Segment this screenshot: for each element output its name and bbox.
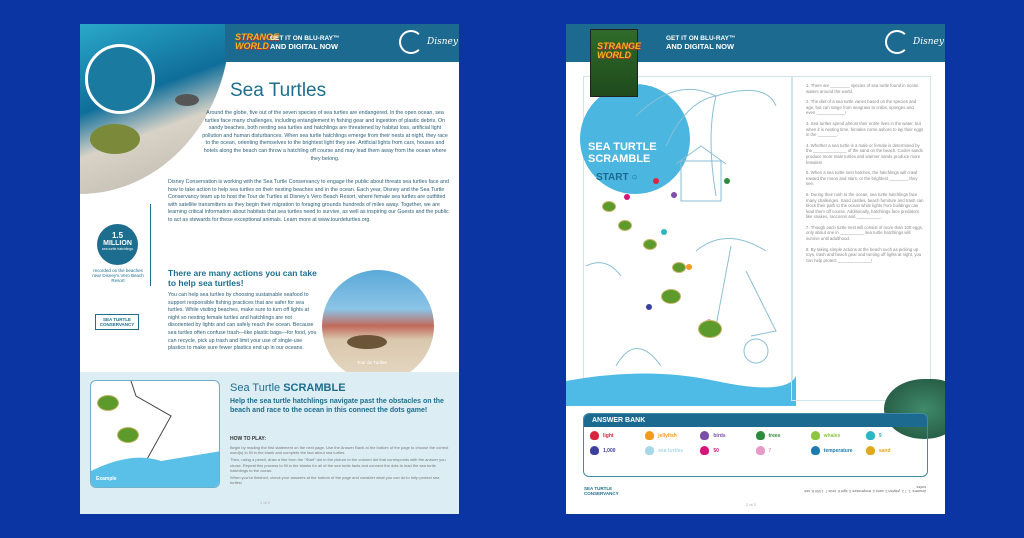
ocean-wave [566,374,796,407]
turtle-icon [590,431,599,440]
hatchling-icon [661,289,681,304]
answer-item [811,446,866,455]
fill-in-statements [791,76,931,401]
turtle-icon [645,446,654,455]
strange-world-logo: STRANGE WORLD [235,32,280,51]
answer-item [700,446,755,455]
answer-label: sea turtles [658,447,684,454]
statement: 7. Though each turtle nest will consist of more than 100 eggs, only about one in __________ sea turtle hatchlings will survive until adulthood. [806,224,923,242]
beach-illustration [566,76,796,406]
turtle-icon [811,431,820,440]
turtle-photo [85,44,155,114]
answer-label: 1,000 [603,447,616,454]
promo-text: GET IT ON BLU-RAY™ AND DIGITAL NOW [270,35,340,51]
page-number: 1 of 2 [260,500,271,505]
answer-dot-red[interactable] [653,178,659,184]
strange-world-bluray-cover: STRANGE WORLD [590,29,638,97]
answer-item [811,431,866,440]
promo-header [225,24,459,62]
page-title: Sea Turtles [230,80,327,101]
answer-item [866,446,921,455]
hatchling-icon [643,239,657,250]
sea-turtle-photo-collage [80,24,230,194]
instructions: Begin by reading the first statement on the next page. Use the Answer Bank at the bottom of the page to choose the correct word(s) to fill in the blank and complete the fact about sea turtles. Then, using a pencil, draw a line from the "Start" dot in the picture to the colored dot that corresponds with the answer you chose. Repeat this process to fill in the blanks for all of the sea turtle facts and connect the dots to lead the sea turtle hatchlings to the ocean. When you've finished, check your answers at the bottom of the page and consider what you can do to help protect sea turtles! [230,445,449,486]
answer-label: trees [768,432,781,439]
answer-label: light [603,432,614,439]
answer-label: jellyfish [658,432,677,439]
hatchling-icon [602,201,616,212]
right-worksheet-page [566,24,945,514]
answer-dot-magenta[interactable] [624,194,630,200]
hatchling-icon [698,320,722,338]
answer-label: temperature [823,447,853,454]
answer-dot-teal[interactable] [661,229,667,235]
stat-badge: 1.5 MILLION sea turtle hatchlings [97,224,138,265]
statement: 2. The diet of a sea turtle varies based on the species and age, but can range from seagrass to crabs, sponges and even ____________! [806,99,917,116]
actions-heading: There are many actions you can take to help sea turtles! [168,268,317,288]
statement: 3. Sea turtles spend almost their entire lives in the water, but when it is nesting time, females come ashore to lay their eggs in the ________. [806,120,924,138]
answer-dot-indigo[interactable] [646,304,652,310]
turtle-icon [590,446,599,455]
answer-bank-title: ANSWER BANK [584,414,927,427]
sea-turtle-conservancy-logo: SEA TURTLE CONSERVANCY [584,486,619,496]
hatchling-icon [618,220,632,231]
scramble-badge: SEA TURTLE SCRAMBLE [580,84,690,194]
left-worksheet-page [80,24,459,514]
promo-header: GET IT ON BLU-RAY™ AND DIGITAL NOW Disney [566,24,945,62]
answer-label: 50 [713,447,719,454]
answer-item [756,431,811,440]
answer-label: 7 [768,447,772,454]
turtle-icon [756,446,765,455]
tour-de-turtles-photo: Tour de Turtles [322,270,434,382]
scramble-title: Sea Turtle SCRAMBLE [230,382,346,394]
turtle-icon [866,446,875,455]
answer-key-upside-down: Answers: 1. 7 2. jellyfish 3. sand 4. temperature 5. light 6. birds 7. 1,000 8. sea turtles [804,485,926,493]
statement: 4. Whether a sea turtle is a male or female is determined by the ______________ of the sand on the beach. Cooler sands produce more male turtles and warmer sands produce more females! [806,142,923,165]
scramble-subtitle: Help the sea turtle hatchlings navigate past the obstacles on the beach and race to the ocean in this connect the dots game! [230,398,444,414]
answer-label: 9 [878,432,882,439]
stat-caption: recorded on the beaches near Disney's Vero Beach Resort [92,268,144,283]
disney-conservation-logo: Disney [399,30,449,56]
answer-label: birds [713,432,726,439]
answer-item [866,431,921,440]
hatchling-photo [175,94,199,106]
start-label: START ○ [596,172,638,183]
answer-dot-orange[interactable] [686,264,692,270]
statement: 1. There are ________ species of sea turtle found in ocean waters around the world. [806,83,919,94]
turtle-icon [700,431,709,440]
turtle-icon [811,446,820,455]
answer-dot-green[interactable] [724,178,730,184]
turtle-icon [645,431,654,440]
statement: 8. By taking simple actions at the beach such as picking up toys, trash and beach gear and turning off lights at night, you can help protect ______________! [806,246,922,263]
turtle-icon [700,446,709,455]
example-illustration: Example [90,380,220,488]
answer-item [645,446,700,455]
page-number: 2 of 2 [746,502,757,507]
answer-label: whales [823,432,841,439]
answer-item [700,431,755,440]
statement: 5. When a sea turtle nest hatches, the hatchlings will crawl toward the moon and stars, or the brightest ________ they see. [806,170,918,187]
turtle-photo [90,124,140,154]
answer-item [590,446,645,455]
hatchling-icon [672,262,686,273]
answer-bank [583,413,928,477]
turtle-icon [866,431,875,440]
turtle-icon [756,431,765,440]
answer-item [590,431,645,440]
disney-conservation-logo: Disney [885,30,935,56]
divider [150,204,151,286]
actions-text: You can help sea turtles by choosing sustainable seafood to support responsible fishing practices that are safer for sea turtles. While visiting beaches, make sure to turn off lights at night so nesting female turtles and hatchlings are not disoriented by lights and can safely reach the ocean. Because sea turtles often confuse trash—like plastic bags—for food, you can recycle, pick up trash and limit your use of single-use plastics to make sure fewer plastics end up in our oceans. [168,292,317,352]
answer-item [645,431,700,440]
intro-paragraph: Around the globe, five out of the seven species of sea turtles are endangered. In the open ocean, sea turtles face many challenges, including entanglement in fishing gear and ingestion of plastic debris. On sandy beaches, both nesting sea turtles and hatchlings are threatened by habitat loss, artificial light pollution and human disturbances. When sea turtle hatchlings emerge from their nests at night, they race to the ocean, orienting themselves to the brightest light they see. Artificial lights from cars, houses and hotels along the beach can throw a hatchling off course and may lead them away from the ocean where they belong. [202,110,448,162]
answer-label: sand [878,447,891,454]
scramble-intro-section [80,372,459,514]
statement: 6. During their rush to the ocean, sea turtle hatchlings face many challenges. Sand castles, beach furniture and trash can block their path to the ocean while lights from buildings can lead them off course. Additionally, hatchlings face predators like snakes, raccoons and __________. [806,191,924,220]
answer-item [756,446,811,455]
conservation-paragraph: Disney Conservation is working with the Sea Turtle Conservancy to engage the public about threats sea turtles face and how to take action to help sea turtles on their nesting beaches and in the ocean. Each year, Disney and the Sea Turtle Conservancy team up to host the Tour de Turtles at Disney's Vero Beach Resort, where female sea turtles are outfitted with satellite transmitters as they begin their migration to foraging grounds hundreds of miles away. Together, we are learning critical information about habitats that sea turtles need to survive, as well as inspiring our Guests and the public to act as stewards for these exceptional animals. Learn more at www.tourdeturtles.org. [168,179,449,223]
how-to-play-heading: HOW TO PLAY: [230,436,267,442]
sea-turtle-conservancy-logo: SEA TURTLE CONSERVANCY [95,314,139,330]
answer-dot-purple[interactable] [671,192,677,198]
